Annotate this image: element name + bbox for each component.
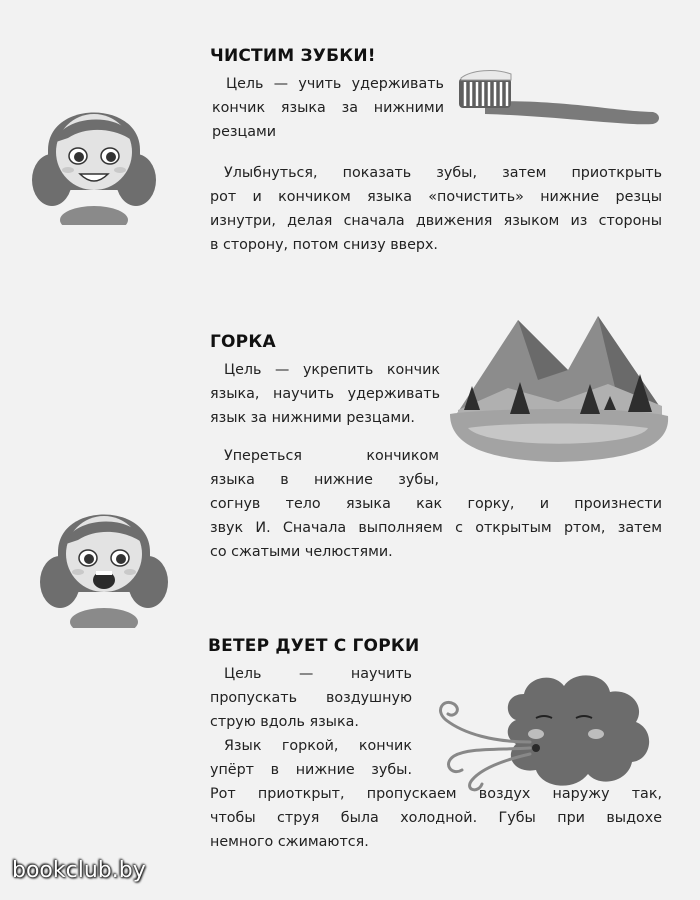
watermark: bookclub.by bbox=[12, 858, 146, 883]
goal-line: Цель — укрепить кончик bbox=[224, 362, 440, 378]
desc-line: согнув тело языка как горку, и произнести bbox=[210, 496, 662, 512]
goal-line: пропускать воздушную bbox=[210, 690, 412, 706]
toothbrush-icon bbox=[455, 68, 665, 130]
desc-line: Упереться кончиком bbox=[224, 448, 439, 464]
girl-smiling-icon bbox=[30, 80, 158, 225]
goal-text bbox=[212, 72, 444, 144]
desc-line: упёрт в нижние зубы. bbox=[210, 762, 412, 778]
desc-line: языка в нижние зубы, bbox=[210, 472, 439, 488]
desc-line: рот и кончиком языка «почистить» нижние резцы bbox=[210, 189, 662, 205]
girl-open-mouth-icon bbox=[40, 480, 168, 628]
goal-line: языка, научить удерживать bbox=[210, 386, 440, 402]
goal-line: язык за нижними резцами. bbox=[210, 410, 415, 426]
desc-line: в сторону, потом снизу вверх. bbox=[210, 237, 438, 253]
description-text bbox=[210, 734, 662, 854]
section-title: ВЕТЕР ДУЕТ С ГОРКИ bbox=[208, 636, 420, 656]
description-text bbox=[210, 161, 662, 257]
desc-line: Язык горкой, кончик bbox=[224, 738, 412, 754]
desc-line: звук И. Сначала выполняем с открытым ртом, затем bbox=[210, 520, 662, 536]
desc-line: Улыбнуться, показать зубы, затем приоткрыть bbox=[224, 165, 662, 181]
desc-line: изнутри, делая сначала движения языком из стороны bbox=[210, 213, 662, 229]
section-title: ГОРКА bbox=[210, 332, 276, 352]
desc-line: со сжатыми челюстями. bbox=[210, 544, 393, 560]
goal-line: резцами bbox=[212, 124, 277, 140]
desc-line: чтобы струя была холодной. Губы при выдохе bbox=[210, 810, 662, 826]
goal-text bbox=[210, 662, 412, 734]
section-title: ЧИСТИМ ЗУБКИ! bbox=[210, 46, 376, 66]
desc-line: немного сжимаются. bbox=[210, 834, 369, 850]
goal-line: кончик языка за нижними bbox=[212, 100, 444, 116]
goal-text bbox=[210, 358, 440, 430]
desc-line: Рот приоткрыт, пропускаем воздух наружу так, bbox=[210, 786, 662, 802]
goal-line: Цель — учить удерживать bbox=[226, 76, 444, 92]
goal-line: струю вдоль языка. bbox=[210, 714, 359, 730]
description-text bbox=[210, 444, 662, 564]
goal-line: Цель — научить bbox=[224, 666, 412, 682]
